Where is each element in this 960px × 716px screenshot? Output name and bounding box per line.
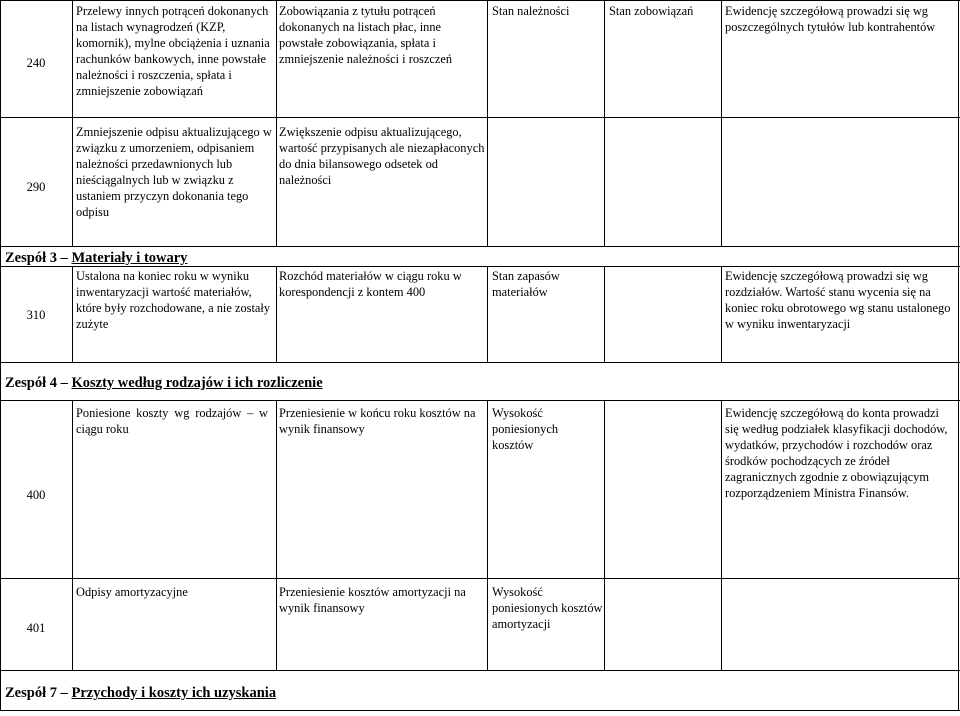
r310-records: Ewidencję szczegółową prowadzi się wg rozdziałów. Wartość stanu wycenia się na koniec roku obrotowego wg stanu ustalonego w wyniku inwentaryzacji bbox=[725, 269, 951, 331]
section-3-dash: – bbox=[60, 250, 68, 266]
section-7-title: Przychody i koszty ich uzyskania bbox=[71, 685, 277, 701]
r401-balance-debit: Wysokość poniesionych kosztów amortyzacji bbox=[492, 585, 603, 631]
col-rule bbox=[487, 266, 488, 362]
col-rule bbox=[276, 266, 277, 362]
r400-debit: Poniesione koszty wg rodzajów – w ciągu roku bbox=[76, 406, 268, 436]
r400-records: Ewidencję szczegółową do konta prowadzi się według podziałek klasyfikacji dochodów, wydatków, przychodów i rozchodów oraz środków pochodzących ze źródeł zagranicznych zgodnie z obowiązującym rozporządzeniem Ministra Finansów. bbox=[725, 406, 948, 500]
r310-debit: Ustalona na koniec roku w wyniku inwentaryzacji wartość materiałów, które były rozchodowane, a nie zostały zużyte bbox=[76, 269, 271, 331]
r240-credit: Zobowiązania z tytułu potrąceń dokonanych na listach płac, inne powstałe zobowiązania, spłata i zmniejszenie należności i roszczeń bbox=[279, 4, 453, 66]
section-7-prefix: Zespół 7 bbox=[5, 685, 57, 701]
r310-balance-debit: Stan zapasów materiałów bbox=[492, 269, 560, 299]
col-rule bbox=[487, 400, 488, 670]
r400-balance-debit: Wysokość poniesionych kosztów bbox=[492, 406, 559, 452]
col-rule bbox=[276, 0, 277, 246]
col-rule bbox=[604, 0, 605, 246]
rule-sec7-bottom bbox=[0, 710, 960, 711]
account-310: 310 bbox=[26, 308, 46, 322]
account-290: 290 bbox=[26, 180, 46, 194]
section-4-dash: – bbox=[60, 375, 68, 391]
r290-debit: Zmniejszenie odpisu aktualizującego w związku z umorzeniem, odpisaniem należności przedawnionych lub nieściągalnych lub w związku z ustaniem przyczyn dokonania tego odpisu bbox=[76, 125, 272, 219]
r240-balance-credit: Stan zobowiązań bbox=[609, 4, 694, 18]
r240-balance-debit: Stan należności bbox=[492, 4, 570, 18]
account-240: 240 bbox=[26, 56, 46, 70]
section-4-prefix: Zespół 4 bbox=[5, 375, 57, 391]
rule-290-bottom bbox=[0, 246, 960, 247]
rule-310-bottom bbox=[0, 362, 960, 363]
rule-401-bottom bbox=[0, 670, 960, 671]
r240-debit: Przelewy innych potrąceń dokonanych na listach wynagrodzeń (KZP, komornik), mylne obciążenia i uznania rachunków bankowych, inne powstałe należności i roszczenia, spłata i zmniejszenie zobowiązań bbox=[76, 4, 270, 98]
section-4-title: Koszty według rodzajów i ich rozliczenie bbox=[71, 375, 323, 391]
section-3-title: Materiały i towary bbox=[71, 250, 188, 266]
col-rule bbox=[487, 0, 488, 246]
account-400: 400 bbox=[26, 488, 46, 502]
section-7-dash: – bbox=[60, 685, 68, 701]
rule-top bbox=[0, 0, 960, 1]
r401-debit: Odpisy amortyzacyjne bbox=[76, 585, 188, 599]
rule-240-bottom bbox=[0, 117, 960, 118]
account-401: 401 bbox=[26, 621, 46, 635]
section-4-heading bbox=[5, 374, 323, 392]
section-7-heading bbox=[5, 684, 276, 702]
col-rule bbox=[604, 266, 605, 362]
r400-credit: Przeniesienie w końcu roku kosztów na wynik finansowy bbox=[279, 406, 476, 436]
rule-left bbox=[0, 0, 1, 711]
rule-right bbox=[958, 0, 959, 711]
r240-records: Ewidencję szczegółową prowadzi się wg poszczególnych tytułów lub kontrahentów bbox=[725, 4, 936, 34]
col-rule bbox=[276, 400, 277, 670]
r310-credit: Rozchód materiałów w ciągu roku w korespondencji z kontem 400 bbox=[279, 269, 462, 299]
r401-credit: Przeniesienie kosztów amortyzacji na wynik finansowy bbox=[279, 585, 466, 615]
section-3-heading bbox=[5, 249, 187, 267]
rule-400-bottom bbox=[0, 578, 960, 579]
col-rule bbox=[72, 266, 73, 362]
col-rule bbox=[72, 400, 73, 670]
section-3-prefix: Zespół 3 bbox=[5, 250, 57, 266]
col-rule bbox=[72, 0, 73, 246]
col-rule bbox=[721, 400, 722, 670]
rule-sec4-bottom bbox=[0, 400, 960, 401]
col-rule bbox=[721, 266, 722, 362]
col-rule bbox=[721, 0, 722, 246]
r290-credit: Zwiększenie odpisu aktualizującego, wartość przypisanych ale niezapłaconych do dnia bilansowego odsetek od należności bbox=[279, 125, 485, 187]
